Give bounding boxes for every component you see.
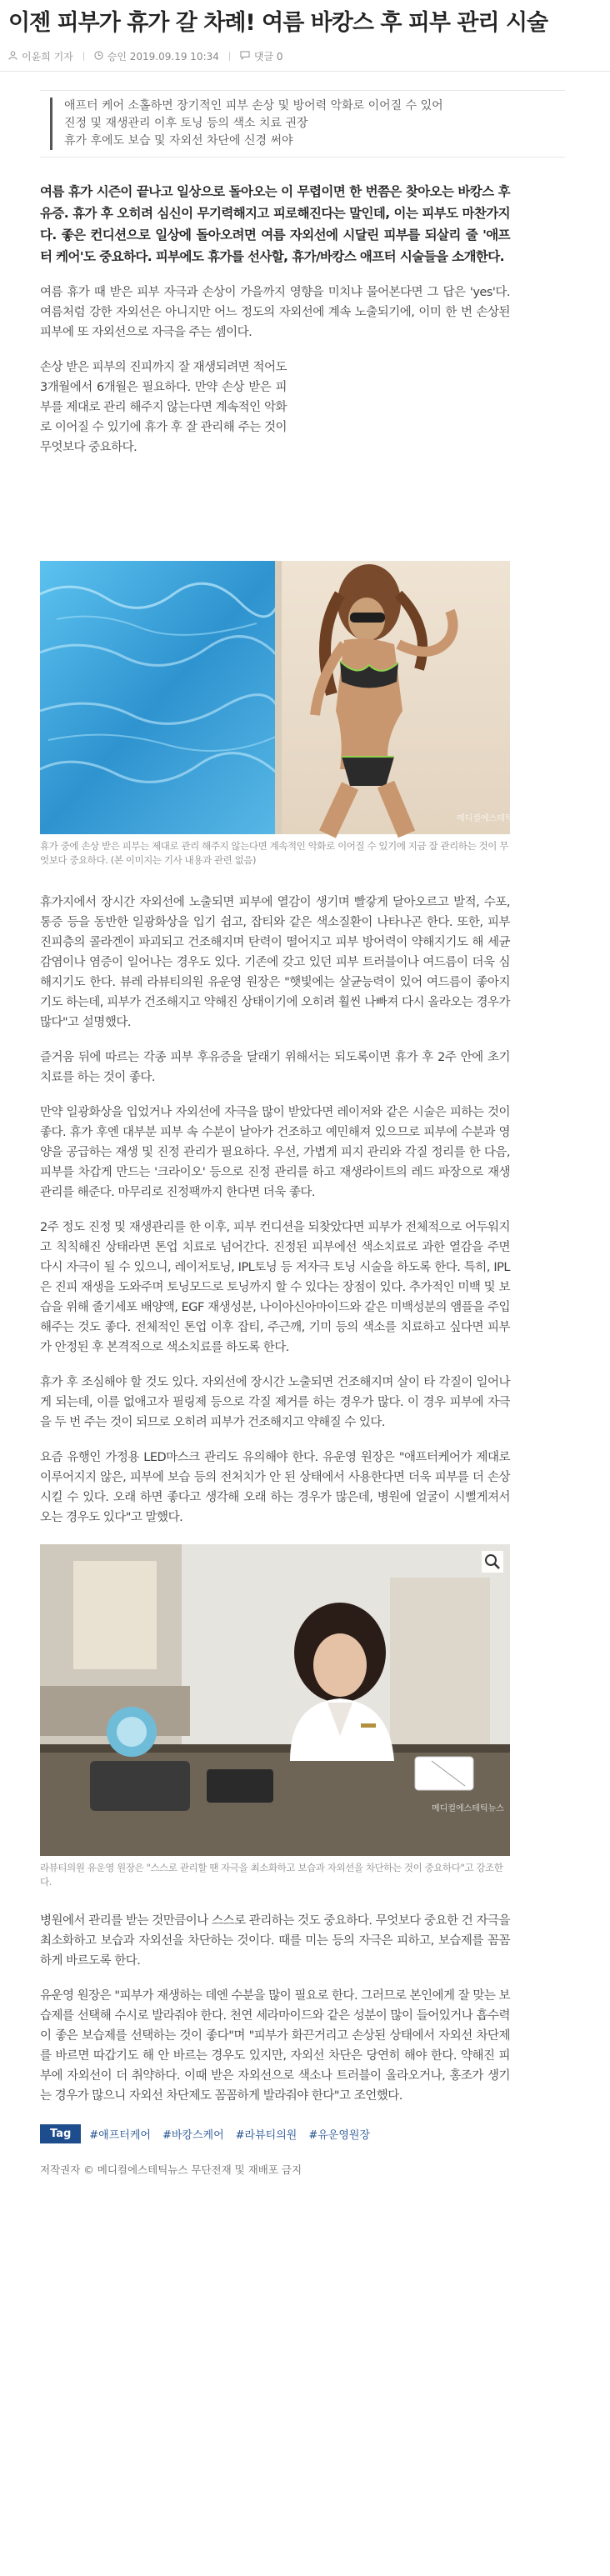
tag-list [40,2124,510,2143]
clock-icon [94,51,103,63]
article-author[interactable]: 이윤희 기자 [22,51,73,63]
paragraph: 요즘 유행인 가정용 LED마스크 관리도 유의해야 한다. 유운영 원장은 "애프터케어가 제대로 이루어지지 않은, 피부에 보습 등의 전처치가 안 된 상태에서 사용한다면 더욱 피부를 더 손상시킬 수 있다. 오래 하면 좋다고 생각해 오래 하는 경우가 많은데, 병원에 얼굴이 시뻘게져서 오는 경우도 있다"고 말했다. [40,1451,510,1524]
summary-line: 휴가 후에도 보습 및 자외선 차단에 신경 써야 [64,134,293,148]
meta-divider [83,52,84,61]
tag-link[interactable]: #라뷰티의원 [235,2129,298,2142]
doctor-photo[interactable] [40,1544,510,1856]
paragraph: 휴가 후 조심해야 할 것도 있다. 자외선에 장시간 노출되면 건조해지며 살이 타 각질이 일어나게 되는데, 이를 없애고자 필링제 등으로 각질 제거를 하는 경우가 많다. 이 경우 피부에 자극을 두 번 주는 것이 되므로 오히려 피부가 건조해지고 약해질 수 있다. [40,1376,510,1429]
paragraph: 병원에서 관리를 받는 것만큼이나 스스로 관리하는 것도 중요하다. 무엇보다 중요한 건 자극을 최소화하고 보습과 자외선을 차단하는 것이다. 때를 미는 등의 자극은 피하고, 보습제를 꼼꼼하게 바르도록 한다. [40,1914,510,1968]
article-comments[interactable]: 댓글 0 [253,51,283,63]
figure-2 [40,1544,510,1889]
tag-link[interactable]: #애프터케어 [89,2129,151,2142]
paragraph: 만약 일광화상을 입었거나 자외선에 자극을 많이 받았다면 레이저와 같은 시술은 피하는 것이 좋다. 휴가 후엔 대부분 피부 속 수분이 날아가 건조하고 예민해져 있으므로 피부에 수분과 영양을 공급하는 재생 및 진정 관리가 필요하다. 우선, 가볍게 피지 관리와 각질 정리를 한 다음, 피부를 차갑게 만드는 '크라이오' 등으로 진정 관리를 하고 재생라이트의 레드 파장으로 재생 관리를 해준다. 마무리로 진정팩까지 한다면 더욱 좋다. [40,1106,510,1199]
paragraph: 손상 받은 피부의 진피까지 잘 재생되려면 적어도 3개월에서 6개월은 필요하다. 만약 손상 받은 피부를 제대로 관리 해주지 않는다면 계속적인 악화로 이어질 수 있기에 휴가 후 잘 관리해 주는 것이 무엇보다 중요하다. [40,361,287,454]
article-date: 승인 2019.09.19 10:34 [107,51,219,63]
comment-icon [240,51,250,63]
meta-divider [229,52,230,61]
article-meta [0,42,610,72]
figure-caption: 라뷰티의원 유운영 원장은 "스스로 관리할 땐 자극을 최소화하고 보습과 자외선을 차단하는 것이 중요하다"고 강조한다. [40,1862,503,1888]
copyright-notice: 저작권자 © 메디컬에스테틱뉴스 무단전재 및 재배포 금지 [40,2163,302,2176]
paragraph: 2주 정도 진정 및 재생관리를 한 이후, 피부 컨디션을 되찾았다면 피부가 전체적으로 어두워지고 칙칙해진 상태라면 톤업 치료로 넘어간다. 진정된 피부에선 색소치료로 과한 열감을 주면 다시 자극이 될 수 있으니, 레이저토닝, IPL토닝 등 저자극 토닝 시술을 하도록 한다. 특히, IPL은 진피 재생을 도와주며 토닝모드로 토닝까지 할 수 있다는 장점이 있다. 추가적인 미백 및 보습을 위해 줄기세포 배양액, EGF 재생성분, 나이아신아마이드와 같은 미백성분의 앰플을 주입해주는 것도 좋다. 전체적인 톤업 이후 잡티, 주근깨, 기미 등의 색소를 치료하고 싶다면 피부가 안정된 후 본격적으로 색소치료를 하도록 한다. [40,1221,510,1354]
article-title: 이젠 피부가 휴가 갈 차례! 여름 바캉스 후 피부 관리 시술 [8,10,548,36]
paragraph: 여름 휴가 때 받은 피부 자극과 손상이 가을까지 영향을 미치냐 물어본다면 그 답은 'yes'다. 여름처럼 강한 자외선은 아니지만 어느 정도의 자외선에 계속 노출되기에, 이미 한 번 손상된 피부에 또 자외선으로 자극을 주는 셈이다. [40,286,510,339]
article-summary [40,90,565,158]
paragraph: 휴가지에서 장시간 자외선에 노출되면 피부에 열감이 생기며 빨갛게 달아오르고 발적, 수포, 통증 등을 동반한 일광화상을 입기 쉽고, 잡티와 같은 색소질환이 나타나곤 한다. 또한, 피부 진피층의 콜라겐이 파괴되고 건조해지며 탄력이 떨어지고 피부 방어력이 약해지기도 해 세균 감염이나 염증이 일어나는 경우도 있다. 기존에 갖고 있던 피부 트러블이나 여드름이 더욱 심해지기도 한다. 뷰레 라뷰티의원 유운영 원장은 "햇빛에는 살균능력이 있어 여드름이 좋아지기도 하는데, 피부가 건조해지고 약해진 상태이기에 오히려 훨씬 나빠져 다시 올라오는 경우가 많다"고 설명했다. [40,896,510,1029]
paragraph: 즐거움 뒤에 따르는 각종 피부 후유증을 달래기 위해서는 되도록이면 휴가 후 2주 안에 초기 치료를 하는 것이 좋다. [40,1051,510,1084]
tag-link[interactable]: #바캉스케어 [162,2129,224,2142]
tag-link[interactable]: #유운영원장 [308,2129,371,2142]
summary-line: 진정 및 재생관리 이후 토닝 등의 색소 치료 권장 [64,117,308,130]
tag-label: Tag [40,2124,81,2143]
photo-watermark: 메디컬에스테틱뉴스 [457,814,529,823]
swimsuit-photo[interactable] [40,561,529,834]
summary-line: 애프터 케어 소홀하면 장기적인 피부 손상 및 방어력 악화로 이어질 수 있어 [64,99,443,113]
article-body [0,181,610,2177]
paragraph: 유운영 원장은 "피부가 재생하는 데엔 수분을 많이 필요로 한다. 그러므로 본인에게 잘 맞는 보습제를 선택해 수시로 발라줘야 한다. 천연 세라마이드와 같은 성분이 많이 들어있거나 흡수력이 좋은 보습제를 선택하는 것이 좋다"며 "피부가 화끈거리고 손상된 상태에서 자외선 차단제를 바르면 따갑기도 해 안 바르는 경우도 있지만, 자외선 차단은 당연히 해야 한다. 약해진 피부에 자외선이 더 취약하다. 이때 받은 자외선으로 색소나 트러블이 올라오거나, 홍조가 생기는 경우가 많으니 자외선 차단제도 꼼꼼하게 발라줘야 한다"고 조언했다. [40,1989,510,2103]
person-icon [8,51,18,63]
photo-watermark: 메디컬에스테틱뉴스 [432,1804,504,1813]
figure-1 [40,561,529,868]
figure-caption: 휴가 중에 손상 받은 피부는 제대로 관리 해주지 않는다면 계속적인 악화로 이어질 수 있기에 지금 잘 관리하는 것이 무엇보다 중요하다. (본 이미지는 기사 내용과 관련 없음) [40,840,508,866]
article-lead: 여름 휴가 시즌이 끝나고 일상으로 돌아오는 이 무렵이면 한 번쯤은 찾아오는 바캉스 후유증. 휴가 후 오히려 심신이 무기력해지고 피로해진다는 말인데, 이는 피부도 마찬가지다. 좋은 컨디션으로 일상에 돌아오려면 여름 자외선에 시달린 피부를 되살리 줄 '애프터 케어'도 중요하다. 피부에도 휴가를 선사할, 휴가/바캉스 애프터 시술들을 소개한다. [40,184,510,264]
